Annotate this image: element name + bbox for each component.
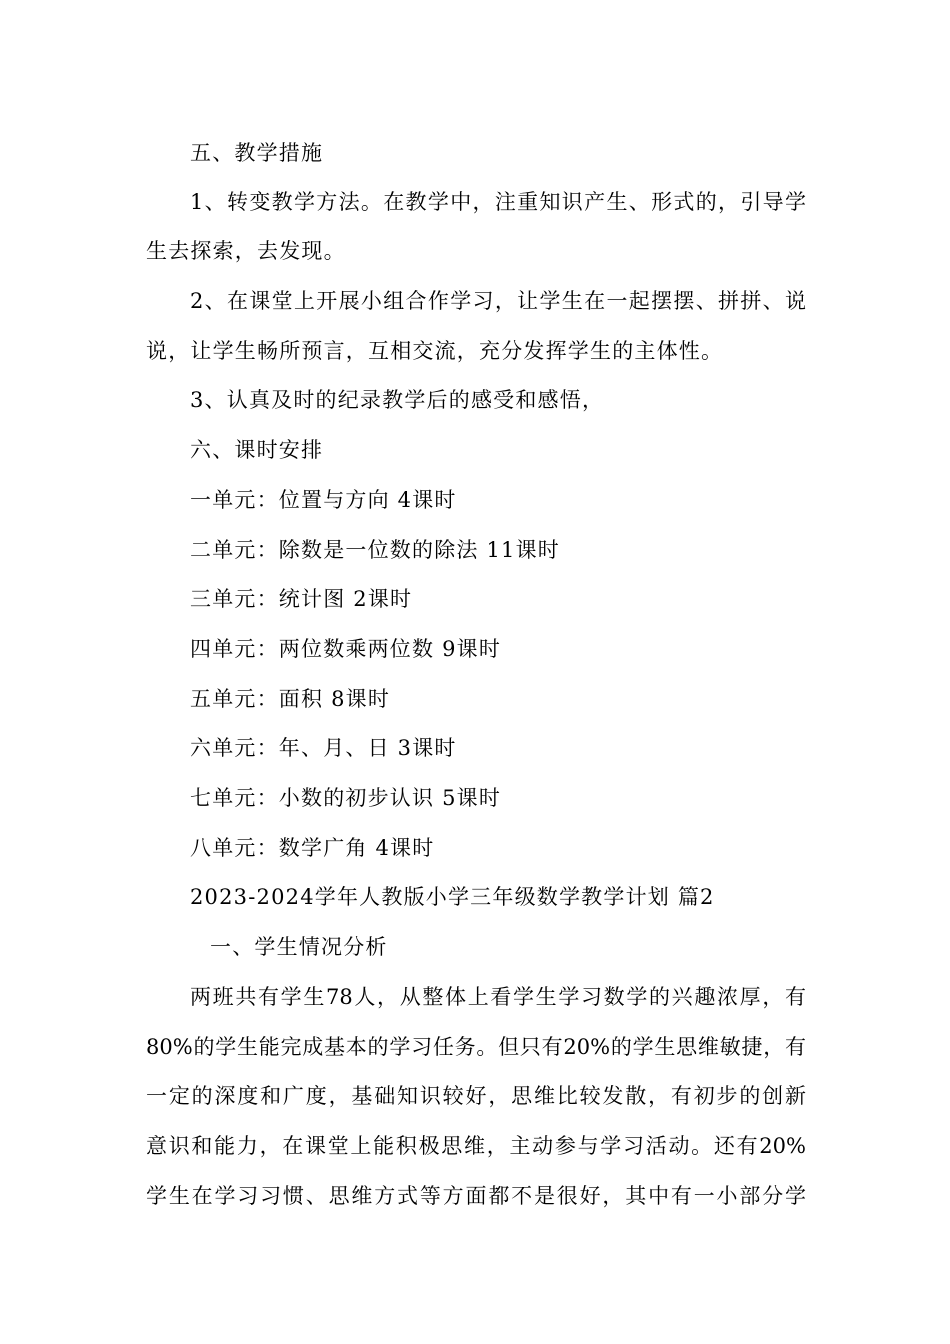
measure-1-line-1: 1、转变教学方法。在教学中，注重知识产生、形式的，引导学 [190,190,806,214]
unit-2: 二单元：除数是一位数的除法 11课时 [190,538,560,562]
plan-title: 2023-2024学年人教版小学三年级数学教学计划 篇2 [190,885,715,909]
paragraph-line-1: 两班共有学生78人，从整体上看学生学习数学的兴趣浓厚，有 [190,985,806,1009]
paragraph-line-3: 一定的深度和广度，基础知识较好，思维比较发散，有初步的创新 [146,1084,806,1108]
measure-2-line-1: 2、在课堂上开展小组合作学习，让学生在一起摆摆、拼拼、说 [190,289,806,313]
heading-student-analysis: 一、学生情况分析 [210,935,388,959]
unit-3: 三单元：统计图 2课时 [190,587,413,611]
measure-3: 3、认真及时的纪录教学后的感受和感悟， [190,388,605,412]
paragraph-line-4: 意识和能力，在课堂上能积极思维，主动参与学习活动。还有20% [146,1134,806,1158]
unit-6: 六单元：年、月、日 3课时 [190,736,457,760]
paragraph-line-2: 80%的学生能完成基本的学习任务。但只有20%的学生思维敏捷，有 [146,1035,806,1059]
unit-8: 八单元：数学广角 4课时 [190,836,435,860]
heading-teaching-measures: 五、教学措施 [190,141,324,165]
unit-4: 四单元：两位数乘两位数 9课时 [190,637,502,661]
measure-1-line-2: 生去探索，去发现。 [146,239,346,263]
paragraph-line-5: 学生在学习习惯、思维方式等方面都不是很好，其中有一小部分学 [146,1184,806,1208]
unit-5: 五单元：面积 8课时 [190,687,391,711]
measure-2-line-2: 说，让学生畅所预言，互相交流，充分发挥学生的主体性。 [146,339,724,363]
unit-7: 七单元：小数的初步认识 5课时 [190,786,502,810]
heading-lesson-schedule: 六、课时安排 [190,438,324,462]
unit-1: 一单元：位置与方向 4课时 [190,488,457,512]
